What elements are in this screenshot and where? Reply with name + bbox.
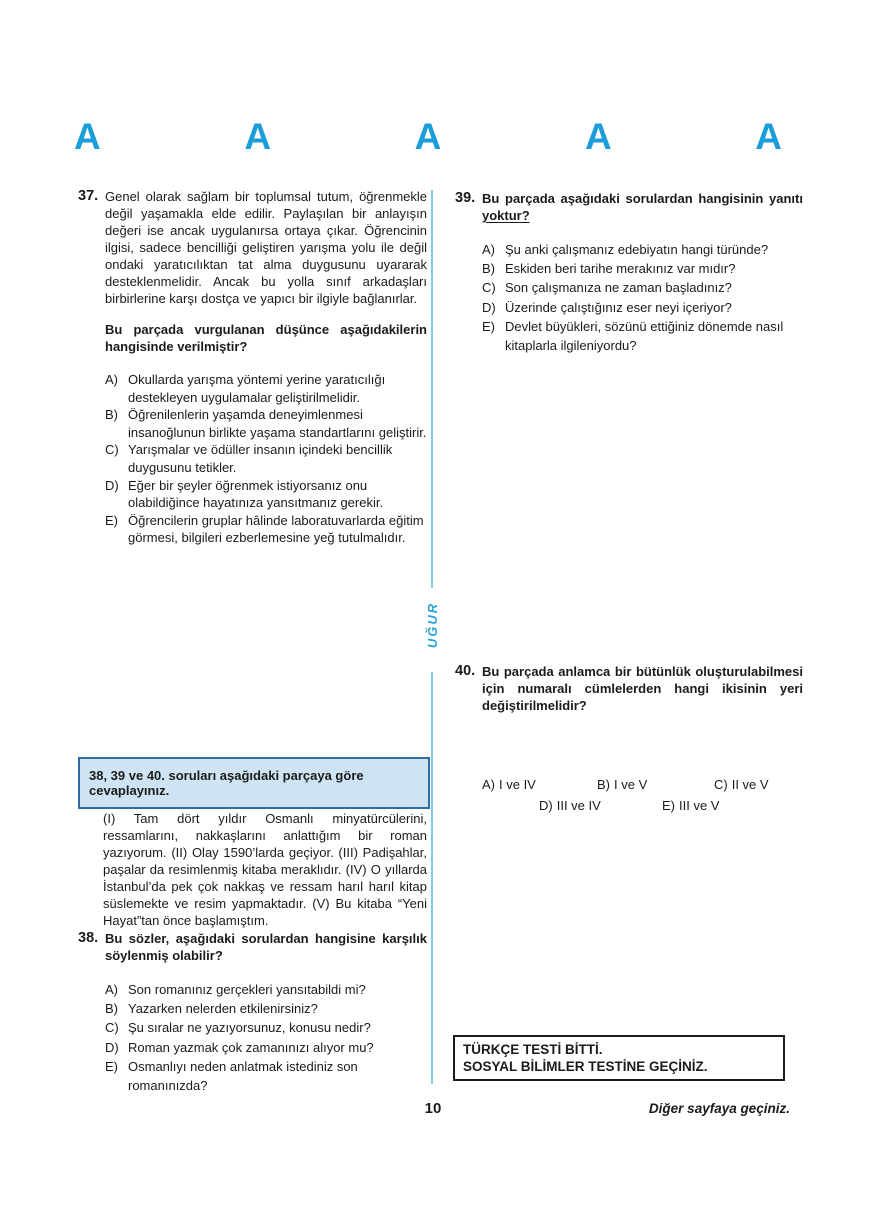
page-number: 10	[424, 1100, 442, 1117]
option-text: Üzerinde çalıştığınız eser neyi içeriyor?	[505, 299, 732, 315]
option-text: I ve V	[614, 777, 648, 792]
question-37-number: 37.	[78, 188, 99, 204]
publisher-watermark: UĞUR	[424, 601, 440, 649]
option-label: E)	[662, 798, 675, 813]
option-e	[482, 317, 803, 355]
option-text: Yazarken nelerden etkilenirsiniz?	[128, 1001, 318, 1017]
option-label: B)	[105, 407, 118, 423]
question-40	[455, 663, 803, 813]
option-e	[105, 512, 427, 547]
option-a	[105, 371, 427, 406]
option-text: Son çalışmanıza ne zaman başladınız?	[505, 280, 732, 296]
option-c	[482, 278, 803, 297]
question-39-stem	[482, 190, 803, 224]
option-c	[714, 776, 769, 793]
question-40-stem: Bu parçada anlamca bir bütünlük oluşturulabilmesi için numaralı cümlelerden hangi ikisinin yeri değiştirilmelidir?	[482, 664, 803, 713]
question-40-number: 40.	[455, 663, 476, 679]
shared-passage: (I) Tam dört yıldır Osmanlı minyatürcülerini, ressamlarını, nakkaşlarını anlattığım bir roman yazıyorum. (II) Olay 1590’larda geçiyor. (III) Padişahlar, paşalar da resimlenmiş kitaba meraklıdır. (IV) O yıllarda İstanbul’da pek çok nakkaş ve ressam harıl harıl kitap süslemekte ve resim yapmaktadır. (V) Bu kitaba “Yeni Hayat”tan önce başlamıştım.	[103, 811, 427, 928]
question-39	[455, 190, 803, 355]
option-text: Okullarda yarışma yöntemi yerine yaratıcılığı destekleyen uygulamalar geliştirilmelidir.	[128, 372, 386, 405]
option-label: C)	[714, 777, 728, 792]
option-b	[105, 999, 427, 1018]
option-text: Devlet büyükleri, sözünü ettiğiniz dönemde nasıl kitaplarla ilgileniyordu?	[505, 318, 784, 354]
option-label: B)	[597, 777, 610, 792]
question-38-options	[105, 980, 427, 1095]
option-text: Roman yazmak çok zamanınızı alıyor mu?	[128, 1039, 374, 1055]
question-39-options	[482, 240, 803, 355]
option-text: Son romanınız gerçekleri yansıtabildi mi?	[128, 982, 366, 997]
option-text: III ve V	[679, 798, 720, 813]
end-of-test-line1: TÜRKÇE TESTİ BİTTİ.	[463, 1042, 603, 1057]
option-text: Eskiden beri tarihe merakınız var mıdır?	[505, 261, 736, 277]
column-divider-bottom	[431, 672, 433, 1084]
option-d	[539, 797, 601, 814]
option-text: Şu anki çalışmanız edebiyatın hangi türünde?	[505, 242, 769, 257]
instruction-box	[78, 757, 430, 809]
question-40-options	[482, 728, 803, 813]
question-37-passage: Genel olarak sağlam bir toplumsal tutum, öğrenmekle değil yaşamakla elde edilir. Paylaşılan bir anlayışın değeri ise ancak uygulanırsa ortaya çıkar. Öğrencinin ilgisi, sadece bencilliği geliştiren yarışma yolu ile değil ondaki yaratıcılıktan tat alma duygusunu uyararak desteklenmelidir. Ancak bu yolla sınıf arkadaşları birbirlerine karşı dostça ve yapıcı bir ilgiyle bağlanırlar.	[105, 189, 427, 306]
option-b	[597, 776, 647, 793]
option-c	[105, 1018, 427, 1037]
question-37	[78, 188, 427, 547]
option-label: A)	[482, 242, 495, 257]
booklet-letter: A	[74, 116, 101, 157]
option-text: Öğrenilenlerin yaşamda deneyimlenmesi insanoğlunun birlikte yaşama standartlarını geliştirir.	[128, 407, 427, 440]
stem-prefix: Bu parçada aşağıdaki sorulardan hangisinin yanıtı	[482, 191, 803, 206]
option-label: A)	[105, 372, 118, 387]
option-text: II ve V	[731, 777, 769, 792]
booklet-letter: A	[584, 116, 612, 157]
option-label: C)	[105, 442, 119, 458]
option-label: A)	[482, 777, 495, 792]
booklet-letter-row	[74, 118, 782, 155]
option-a	[482, 776, 536, 793]
option-a	[105, 980, 427, 999]
stem-underlined-word: yoktur?	[482, 208, 530, 223]
option-label: B)	[482, 261, 495, 277]
option-text: Eğer bir şeyler öğrenmek istiyorsanız onu olabildiğince hayatınıza yansıtmanız gerekir.	[128, 477, 384, 511]
option-text: Osmanlıyı neden anlatmak istediniz son romanınızda?	[128, 1058, 358, 1094]
option-label: B)	[105, 1001, 118, 1017]
booklet-letter: A	[755, 116, 782, 157]
option-c	[105, 441, 427, 476]
option-e	[105, 1057, 427, 1095]
option-d	[482, 298, 803, 317]
option-d	[105, 1038, 427, 1057]
question-37-options	[105, 371, 427, 547]
option-text: Öğrencilerin gruplar hâlinde laboratuvarlarda eğitim görmesi, bilgileri ezberlemesine yeğ tutulmalıdır.	[128, 512, 424, 546]
end-of-test-line2: SOSYAL BİLİMLER TESTİNE GEÇİNİZ.	[463, 1059, 708, 1074]
question-37-stem: Bu parçada vurgulanan düşünce aşağıdakilerin hangisinde verilmiştir?	[105, 322, 427, 354]
option-text: Yarışmalar ve ödüller insanın içindeki bencillik duygusunu tetikler.	[128, 442, 393, 475]
question-38	[78, 930, 427, 1095]
next-page-note: Diğer sayfaya geçiniz.	[648, 1101, 790, 1116]
option-label: D)	[539, 798, 553, 813]
option-label: D)	[105, 477, 119, 493]
option-text: Şu sıralar ne yazıyorsunuz, konusu nedir?	[128, 1020, 371, 1036]
option-label: C)	[482, 280, 496, 296]
option-label: E)	[482, 318, 495, 334]
option-label: E)	[105, 512, 118, 528]
instruction-text: 38, 39 ve 40. soruları aşağıdaki parçaya göre cevaplayınız.	[89, 768, 364, 798]
option-e	[662, 797, 719, 814]
booklet-letter: A	[244, 116, 272, 157]
option-a	[482, 240, 803, 259]
column-divider-top	[431, 190, 433, 588]
option-label: D)	[105, 1039, 119, 1055]
option-b	[105, 406, 427, 441]
question-38-stem: Bu sözler, aşağıdaki sorulardan hangisine karşılık söylenmiş olabilir?	[105, 931, 427, 963]
option-label: A)	[105, 982, 118, 997]
option-b	[482, 259, 803, 278]
question-38-number: 38.	[78, 930, 99, 946]
end-of-test-box	[453, 1035, 785, 1081]
booklet-letter: A	[414, 116, 442, 157]
question-39-number: 39.	[455, 190, 476, 206]
option-d	[105, 477, 427, 512]
option-text: III ve IV	[556, 798, 601, 813]
option-text: I ve IV	[499, 777, 536, 792]
option-label: E)	[105, 1058, 118, 1074]
option-label: D)	[482, 299, 496, 315]
option-label: C)	[105, 1020, 119, 1036]
